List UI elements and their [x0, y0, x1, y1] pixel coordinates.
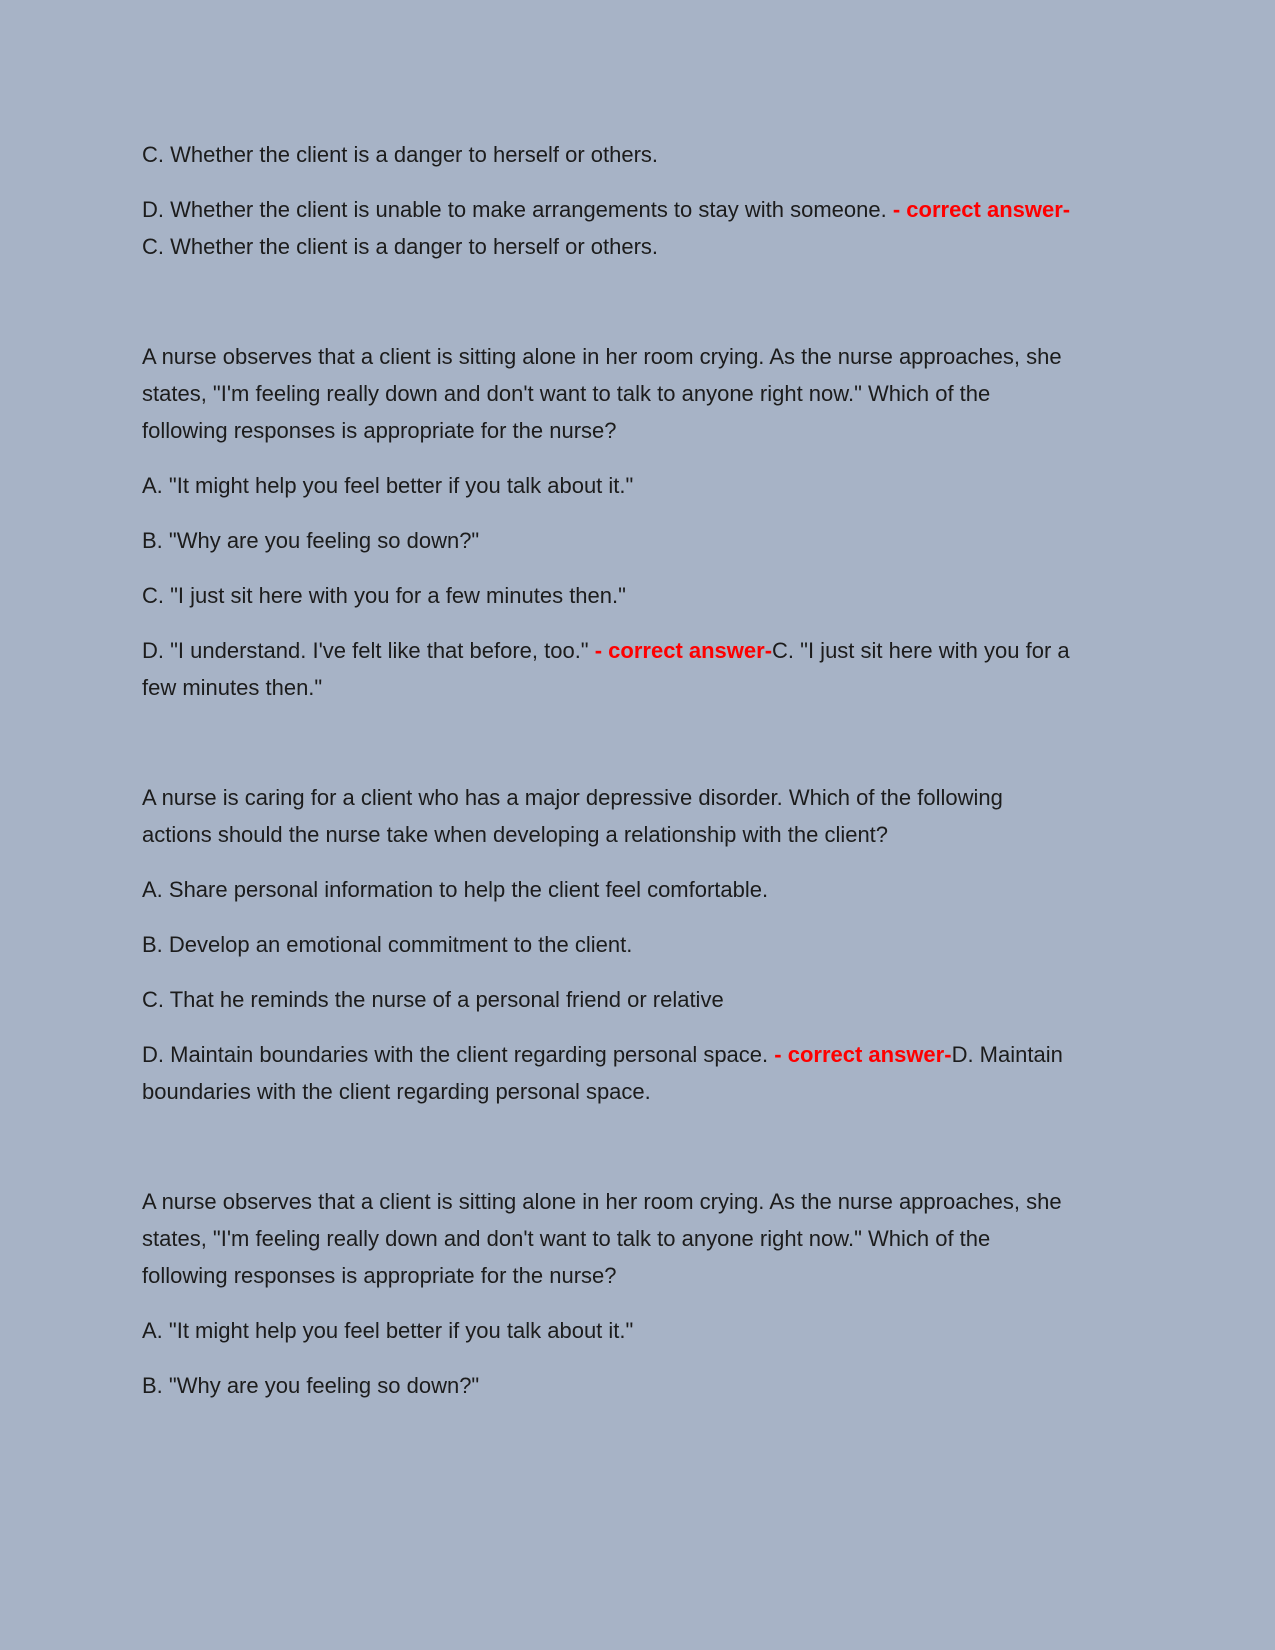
- paragraph: [142, 1367, 1075, 1404]
- correct-answer-marker: - correct answer-: [892, 197, 1071, 222]
- paragraph: [142, 779, 1075, 853]
- paragraph: [142, 577, 1075, 614]
- text-run: A. "It might help you feel better if you talk about it.": [142, 1318, 634, 1343]
- blank-line: [142, 724, 1075, 761]
- paragraph: [142, 632, 1075, 706]
- paragraph: [142, 1312, 1075, 1349]
- text-run: A. Share personal information to help the client feel comfortable.: [142, 877, 769, 902]
- text-run: A nurse observes that a client is sitting alone in her room crying. As the nurse approaches, she states, "I'm feeling really down and don't want to talk to anyone right now." Which of the following responses is appropriate for the nurse?: [142, 344, 1068, 443]
- paragraph: [142, 191, 1075, 265]
- text-run: C. Whether the client is a danger to herself or others.: [142, 142, 659, 167]
- paragraph: [142, 871, 1075, 908]
- blank-line: [142, 283, 1075, 320]
- text-run: D. Whether the client is unable to make arrangements to stay with someone.: [142, 197, 893, 222]
- text-run: C. Whether the client is a danger to herself or others.: [142, 234, 659, 259]
- paragraph: [142, 981, 1075, 1018]
- text-run: D. "I understand. I've felt like that before, too.": [142, 638, 595, 663]
- paragraph: [142, 467, 1075, 504]
- correct-answer-marker: - correct answer-: [774, 1042, 952, 1067]
- paragraph: [142, 926, 1075, 963]
- paragraph: [142, 338, 1075, 449]
- text-run: A nurse is caring for a client who has a major depressive disorder. Which of the following actions should the nurse take when developing a relationship with the client?: [142, 785, 1009, 847]
- text-run: A. "It might help you feel better if you talk about it.": [142, 473, 634, 498]
- text-run: B. Develop an emotional commitment to the client.: [142, 932, 633, 957]
- blank-line: [142, 1128, 1075, 1165]
- paragraph: [142, 136, 1075, 173]
- text-run: C. "I just sit here with you for a few minutes then.": [142, 583, 626, 608]
- paragraph: [142, 1183, 1075, 1294]
- paragraph: [142, 522, 1075, 559]
- text-run: C. "I just sit here with you for a few minutes then.": [142, 638, 1076, 700]
- paragraph: [142, 1036, 1075, 1110]
- text-run: B. "Why are you feeling so down?": [142, 1373, 480, 1398]
- text-run: C. That he reminds the nurse of a personal friend or relative: [142, 987, 724, 1012]
- correct-answer-marker: - correct answer-: [594, 638, 773, 663]
- text-run: A nurse observes that a client is sitting alone in her room crying. As the nurse approaches, she states, "I'm feeling really down and don't want to talk to anyone right now." Which of the following responses is appropriate for the nurse?: [142, 1189, 1068, 1288]
- text-run: B. "Why are you feeling so down?": [142, 528, 480, 553]
- text-run: D. Maintain boundaries with the client regarding personal space.: [142, 1042, 775, 1067]
- text-run: D. Maintain boundaries with the client regarding personal space.: [142, 1042, 1069, 1104]
